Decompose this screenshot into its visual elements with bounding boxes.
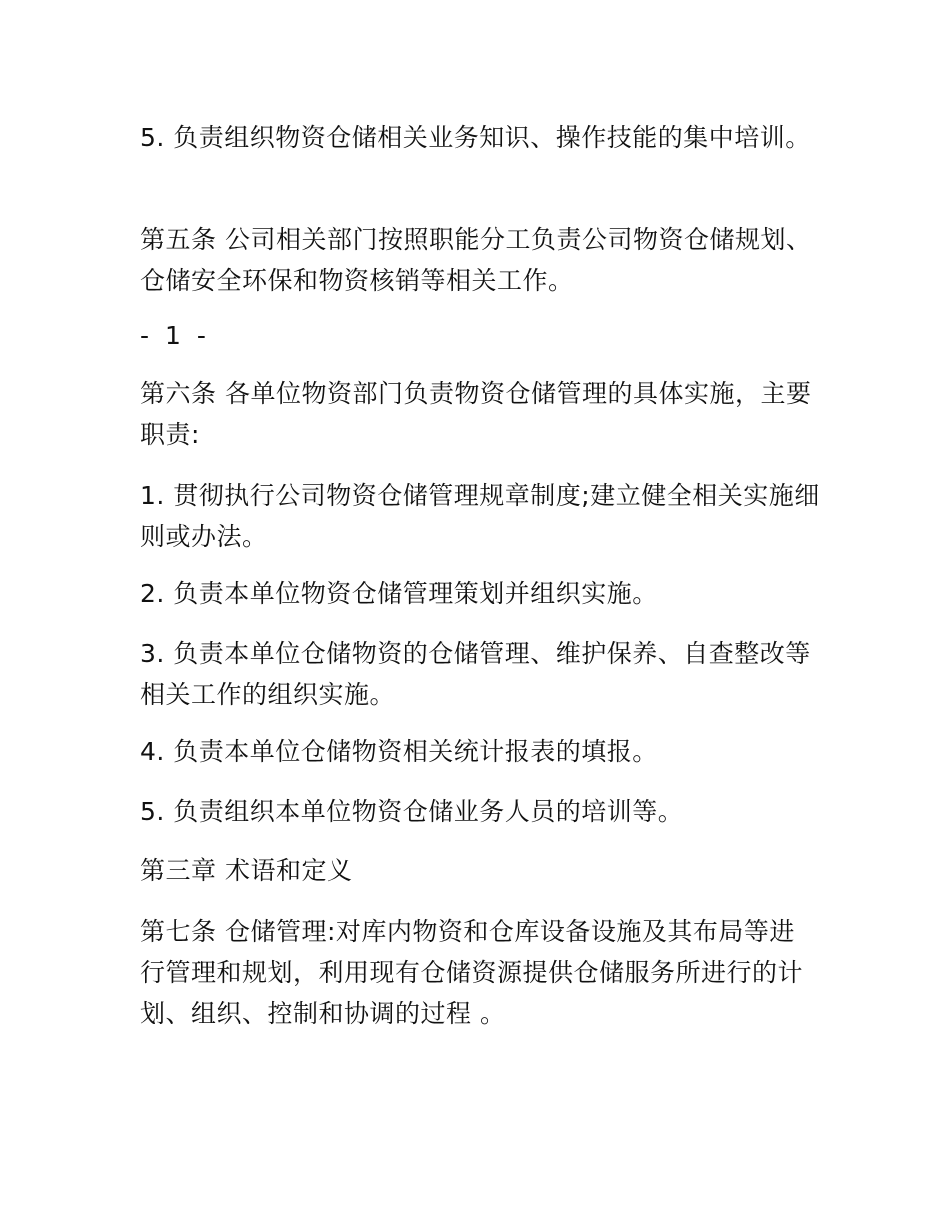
paragraph-article-5: 第五条 公司相关部门按照职能分工负责公司物资仓储规划、仓储安全环保和物资核销等相关工作。	[140, 225, 812, 295]
list-item-1: 1. 贯彻执行公司物资仓储管理规章制度;建立健全相关实施细则或办法。	[140, 481, 820, 551]
chapter-heading: 第三章 术语和定义	[140, 856, 353, 885]
list-item-3: 3. 负责本单位仓储物资的仓储管理、维护保养、自查整改等相关工作的组织实施。	[140, 639, 811, 709]
list-item-5: 5. 负责组织本单位物资仓储业务人员的培训等。	[140, 797, 684, 826]
paragraph-article-6: 第六条 各单位物资部门负责物资仓储管理的具体实施，主要职责:	[140, 379, 812, 449]
list-item-4: 4. 负责本单位仓储物资相关统计报表的填报。	[140, 737, 658, 766]
page-number: - 1 -	[140, 321, 210, 350]
paragraph-article-7: 第七条 仓储管理:对库内物资和仓库设备设施及其布局等进行管理和规划，利用现有仓储资源提供仓储服务所进行的计划、组织、控制和协调的过程 。	[140, 917, 804, 1028]
list-item-2: 2. 负责本单位物资仓储管理策划并组织实施。	[140, 579, 658, 608]
paragraph-training-item-5: 5. 负责组织物资仓储相关业务知识、操作技能的集中培训。	[140, 123, 811, 152]
